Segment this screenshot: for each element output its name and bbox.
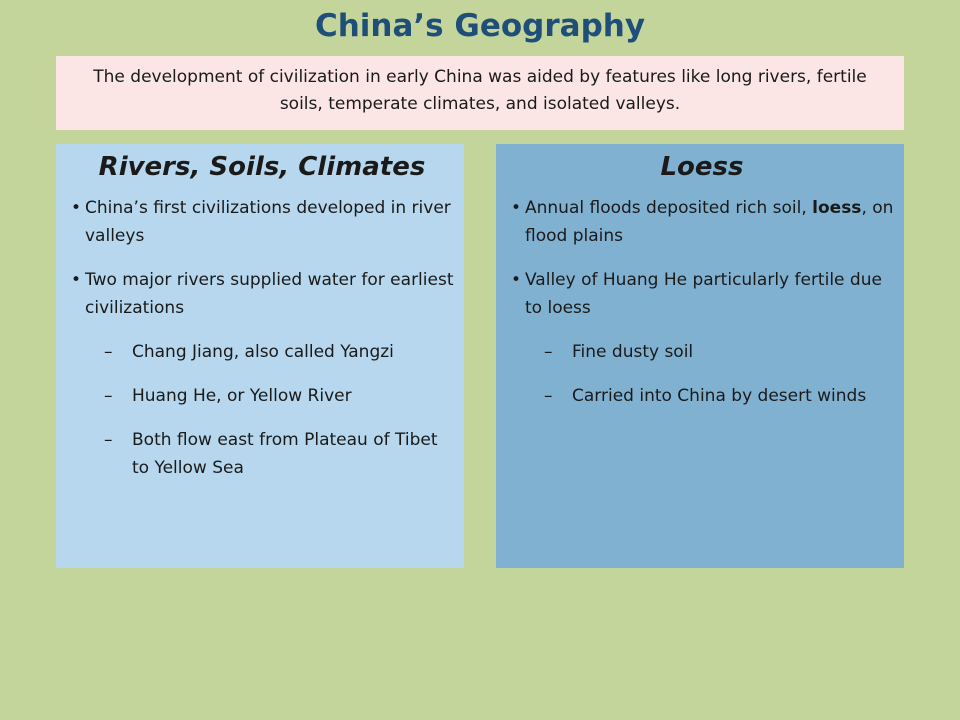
bullet-marker: • — [71, 270, 82, 290]
slide-title: China’s Geography — [314, 8, 646, 44]
sub-item — [70, 382, 454, 410]
bullet-marker: • — [511, 198, 522, 218]
loess-term: loess — [812, 198, 862, 218]
panel-heading: Rivers, Soils, Climates — [98, 152, 426, 182]
dash-marker: – — [544, 386, 553, 406]
dash-marker: – — [104, 430, 113, 450]
rivers-soils-climates-panel — [56, 144, 464, 568]
sub-item — [70, 426, 454, 482]
bullet-marker: • — [71, 198, 82, 218]
sub-item-text: Chang Jiang, also called Yangzi — [132, 342, 394, 362]
sub-item — [70, 338, 454, 366]
bullet-text: China’s first civilizations developed in river valleys — [85, 198, 451, 246]
sub-item-text: Fine dusty soil — [572, 342, 694, 362]
bullet-item — [510, 266, 894, 322]
sub-item-text: Both flow east from Plateau of Tibet to Yellow Sea — [132, 430, 438, 478]
bullet-text: Valley of Huang He particularly fertile due to loess — [525, 270, 882, 318]
dash-marker: – — [104, 342, 113, 362]
intro-text: The development of civilization in early China was aided by features like long rivers, fertile soils, temperate climates, and isolated valleys. — [56, 56, 904, 130]
bullet-item — [70, 194, 454, 250]
bullet-item — [510, 194, 894, 250]
dash-marker: – — [104, 386, 113, 406]
bullet-text: Two major rivers supplied water for earliest civilizations — [85, 270, 454, 318]
loess-panel — [496, 144, 904, 568]
bullet-text-end: , on flood plains — [525, 198, 894, 246]
panel-heading: Loess — [660, 152, 744, 182]
sub-item — [510, 382, 894, 410]
sub-item-text: Huang He, or Yellow River — [132, 386, 352, 406]
bullet-marker: • — [511, 270, 522, 290]
bullet-item — [70, 266, 454, 322]
bullet-text-start: Annual floods deposited rich soil, — [525, 198, 813, 218]
sub-item-text: Carried into China by desert winds — [572, 386, 867, 406]
dash-marker: – — [544, 342, 553, 362]
sub-item — [510, 338, 894, 366]
